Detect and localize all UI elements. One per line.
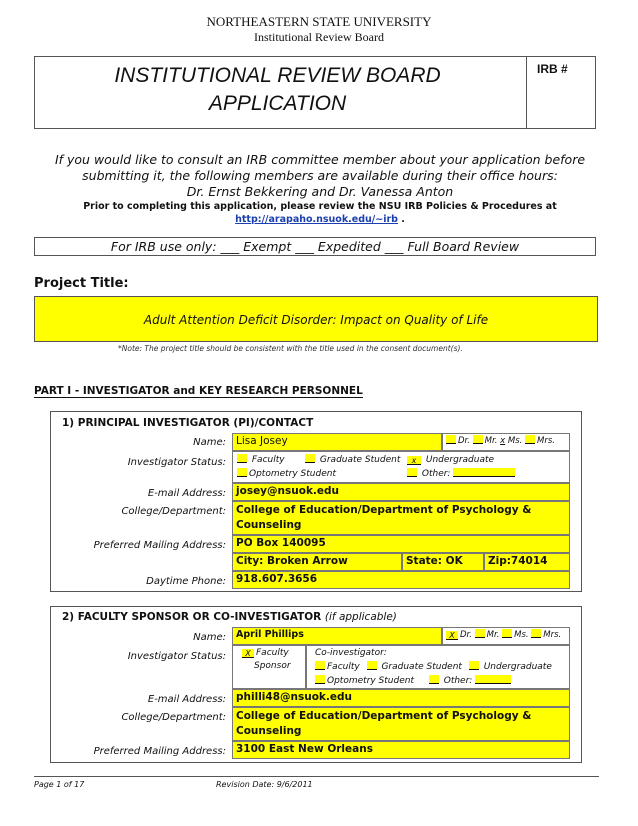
pi-mr-label: Mr. xyxy=(484,436,498,446)
fs-dr-label: Dr. xyxy=(460,630,472,640)
project-title-label: Project Title: xyxy=(34,276,129,291)
fs-heading xyxy=(62,611,397,623)
fs-college-label: College/Department: xyxy=(121,712,226,723)
fs-email-label: E-mail Address: xyxy=(147,694,226,705)
fs-faculty-label: Faculty xyxy=(256,648,289,658)
board-name: Institutional Review Board xyxy=(254,30,384,44)
fs-name-field[interactable]: April Phillips xyxy=(232,627,442,645)
fs-status-label: Investigator Status: xyxy=(127,651,226,662)
fs-mrs-label: Mrs. xyxy=(543,630,562,640)
pi-college-line-2: Counseling xyxy=(236,519,302,531)
pi-email-label: E-mail Address: xyxy=(147,488,226,499)
fs-coinv-faculty-label: Faculty xyxy=(327,662,360,672)
irb-use-only-box: For IRB use only: ___ Exempt ___ Expedited ___ Full Board Review xyxy=(34,237,596,256)
fs-coinv-undergrad-checkbox[interactable] xyxy=(469,661,479,670)
pi-grad-checkbox[interactable] xyxy=(305,454,315,463)
pi-college-label: College/Department: xyxy=(121,506,226,517)
part1-heading: PART I - INVESTIGATOR and KEY RESEARCH PERSONNEL xyxy=(34,385,363,397)
pi-mr-checkbox[interactable] xyxy=(473,435,483,444)
fs-coinv-label: Co-investigator: xyxy=(315,648,387,658)
fs-dr-checkbox[interactable]: X xyxy=(446,631,458,640)
pi-city-field[interactable]: City: Broken Arrow xyxy=(232,553,402,571)
fs-mrs-checkbox[interactable] xyxy=(531,629,541,638)
pi-heading: 1) PRINCIPAL INVESTIGATOR (PI)/CONTACT xyxy=(62,417,314,429)
pi-undergrad-label: Undergraduate xyxy=(425,455,495,465)
fs-coinv-grad-label: Graduate Student xyxy=(381,662,462,672)
fs-coinv-optometry-checkbox[interactable] xyxy=(315,675,325,684)
fs-college-line-1: College of Education/Department of Psychology & xyxy=(236,710,532,722)
title-divider xyxy=(526,56,527,129)
fs-coinv-other-label: Other: xyxy=(443,676,473,686)
fs-sponsor-label: Sponsor xyxy=(254,661,291,671)
fs-email-field[interactable]: philli48@nsuok.edu xyxy=(232,689,570,707)
pi-other-field[interactable] xyxy=(453,468,515,477)
pi-optometry-checkbox[interactable] xyxy=(237,468,247,477)
fs-college-field[interactable] xyxy=(232,707,570,741)
prior-end: . xyxy=(397,214,405,225)
pi-dr-label: Dr. xyxy=(458,436,470,446)
pi-status-label: Investigator Status: xyxy=(127,457,226,468)
fs-coinv-faculty-checkbox[interactable] xyxy=(315,661,325,670)
pi-mrs-checkbox[interactable] xyxy=(525,435,535,444)
fs-faculty-sponsor-cell xyxy=(232,645,306,689)
irb-number-label: IRB # xyxy=(537,62,568,76)
fs-title-options xyxy=(442,627,570,645)
pi-other-label: Other: xyxy=(421,469,451,479)
fs-college-line-2: Counseling xyxy=(236,725,302,737)
fs-mr-label: Mr. xyxy=(486,630,500,640)
pi-status-options xyxy=(232,451,570,483)
fs-heading-text: 2) FACULTY SPONSOR OR CO-INVESTIGATOR xyxy=(62,611,322,623)
fs-ms-checkbox[interactable] xyxy=(502,629,512,638)
consult-paragraph xyxy=(40,152,600,200)
footer-page-number: Page 1 of 17 xyxy=(34,780,85,789)
pi-state-field[interactable]: State: OK xyxy=(402,553,484,571)
pi-college-field[interactable] xyxy=(232,501,570,535)
pi-email-field[interactable]: josey@nsuok.edu xyxy=(232,483,570,501)
pi-zip-field[interactable]: Zip:74014 xyxy=(484,553,570,571)
fs-mail-field[interactable]: 3100 East New Orleans xyxy=(232,741,570,759)
pi-title-options xyxy=(442,433,570,451)
fs-coinv-undergrad-label: Undergraduate xyxy=(483,662,552,672)
footer-divider xyxy=(34,776,599,777)
university-name: NORTHEASTERN STATE UNIVERSITY xyxy=(206,14,432,29)
pi-dr-checkbox[interactable] xyxy=(446,435,456,444)
pi-phone-field[interactable]: 918.607.3656 xyxy=(232,571,570,589)
pi-mrs-label: Mrs. xyxy=(537,436,555,446)
fs-mr-checkbox[interactable] xyxy=(475,629,485,638)
fs-name-label: Name: xyxy=(193,632,226,643)
project-title-note: *Note: The project title should be consistent with the title used in the consent document(s). xyxy=(118,344,463,353)
fs-coinv-optometry-label: Optometry Student xyxy=(327,676,414,686)
pi-other-checkbox[interactable] xyxy=(407,468,417,477)
prior-line-1: Prior to completing this application, please review the NSU IRB Policies & Procedures at xyxy=(83,201,557,212)
pi-undergrad-checkbox[interactable]: x xyxy=(407,456,421,465)
fs-coinv-other-field[interactable] xyxy=(475,675,511,684)
pi-grad-label: Graduate Student xyxy=(319,455,401,465)
footer-revision-date: Revision Date: 9/6/2011 xyxy=(216,780,313,789)
consult-line-1: If you would like to consult an IRB committee member about your application before xyxy=(54,152,586,167)
pi-optometry-label: Optometry Student xyxy=(249,469,336,479)
pi-mail-field[interactable]: PO Box 140095 xyxy=(232,535,570,553)
consult-line-3: Dr. Ernst Bekkering and Dr. Vanessa Anton xyxy=(186,184,454,199)
fs-coinvestigator-cell xyxy=(306,645,570,689)
irb-policies-link[interactable]: http://arapaho.nsuok.edu/~irb xyxy=(235,214,398,225)
pi-phone-label: Daytime Phone: xyxy=(146,576,226,587)
title-line-1: INSTITUTIONAL REVIEW BOARD xyxy=(114,64,441,87)
pi-faculty-checkbox[interactable] xyxy=(237,454,247,463)
consult-line-2: submitting it, the following members are available during their office hours: xyxy=(82,168,558,183)
fs-ms-label: Ms. xyxy=(514,630,529,640)
pi-name-field[interactable]: Lisa Josey xyxy=(232,433,442,451)
application-title xyxy=(70,62,485,118)
title-line-2: APPLICATION xyxy=(208,92,347,115)
pi-college-line-1: College of Education/Department of Psychology & xyxy=(236,504,532,516)
pi-name-label: Name: xyxy=(193,437,226,448)
fs-faculty-checkbox[interactable]: X xyxy=(242,649,254,658)
pi-ms-label: Ms. xyxy=(507,436,523,446)
fs-coinv-grad-checkbox[interactable] xyxy=(367,661,377,670)
pi-mail-label: Preferred Mailing Address: xyxy=(93,540,226,551)
fs-coinv-other-checkbox[interactable] xyxy=(429,675,439,684)
pi-ms-checkmark[interactable]: x xyxy=(500,436,506,446)
prior-instructions xyxy=(40,200,600,226)
pi-faculty-label: Faculty xyxy=(251,455,285,465)
fs-heading-note: (if applicable) xyxy=(324,611,397,623)
fs-mail-label: Preferred Mailing Address: xyxy=(93,746,226,757)
project-title-field[interactable]: Adult Attention Deficit Disorder: Impact on Quality of Life xyxy=(34,296,598,342)
